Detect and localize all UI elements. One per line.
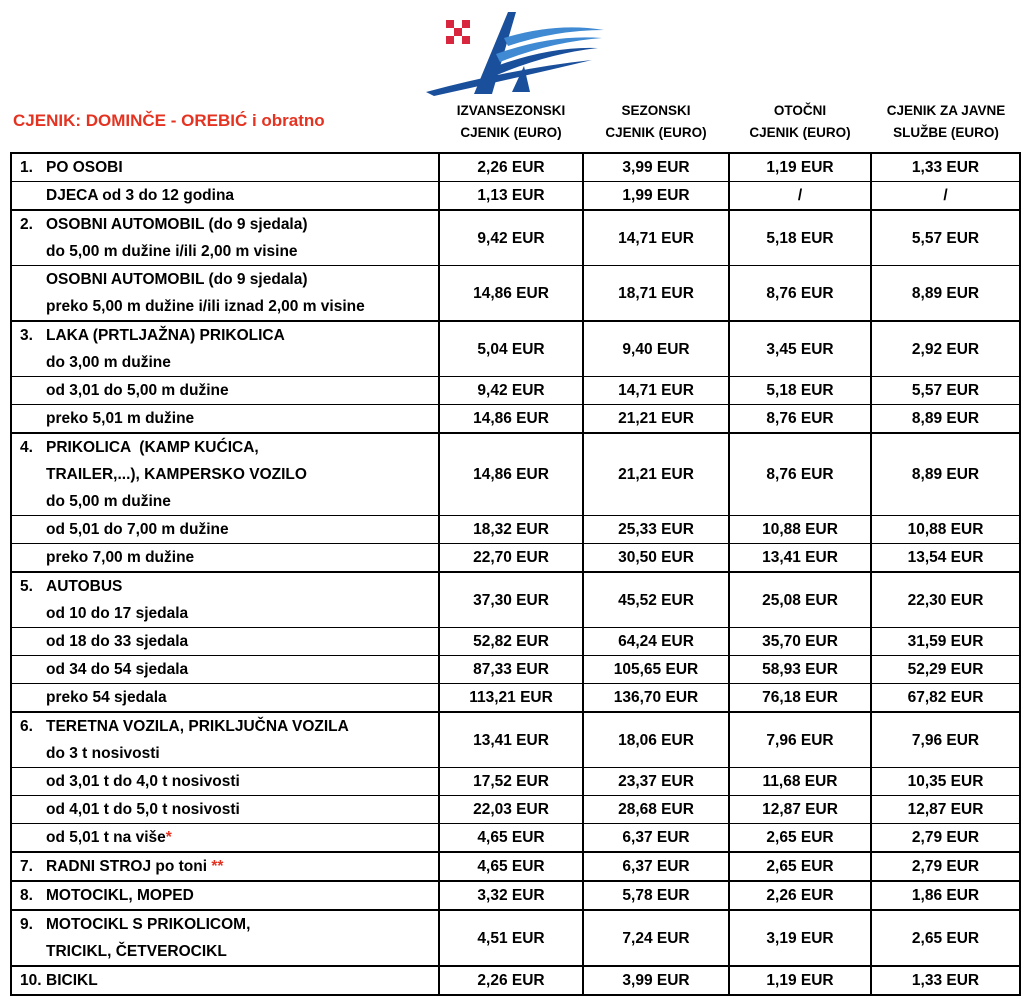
row-number bbox=[20, 824, 46, 851]
row-description bbox=[11, 321, 439, 377]
table-row bbox=[11, 182, 1020, 211]
row-description bbox=[11, 210, 439, 266]
row-label: od 18 do 33 sjedala bbox=[46, 633, 189, 650]
price-cell: 14,71 EUR bbox=[583, 210, 729, 266]
row-label: TRICIKL, ČETVEROCIKL bbox=[46, 943, 227, 960]
row-label: BICIKL bbox=[46, 972, 98, 989]
row-description bbox=[11, 433, 439, 516]
table-row bbox=[11, 544, 1020, 573]
row-label: preko 54 sjedala bbox=[46, 689, 167, 706]
row-description bbox=[11, 572, 439, 628]
row-label: do 5,00 m dužine bbox=[46, 493, 171, 510]
price-cell: 3,45 EUR bbox=[729, 321, 871, 377]
row-number bbox=[20, 377, 46, 404]
price-cell: 2,79 EUR bbox=[871, 824, 1020, 853]
price-cell: 1,19 EUR bbox=[729, 153, 871, 182]
price-cell: 17,52 EUR bbox=[439, 768, 583, 796]
row-number bbox=[20, 293, 46, 320]
price-cell: 4,65 EUR bbox=[439, 824, 583, 853]
table-row bbox=[11, 881, 1020, 910]
row-number: 5. bbox=[20, 578, 33, 595]
table-row bbox=[11, 210, 1020, 266]
row-description bbox=[11, 881, 439, 910]
row-description bbox=[11, 266, 439, 322]
price-cell: 14,86 EUR bbox=[439, 433, 583, 516]
price-cell: 1,13 EUR bbox=[439, 182, 583, 211]
row-label: LAKA (PRTLJAŽNA) PRIKOLICA bbox=[46, 327, 285, 344]
price-cell: 1,99 EUR bbox=[583, 182, 729, 211]
price-cell: 10,88 EUR bbox=[871, 516, 1020, 544]
price-cell: 4,51 EUR bbox=[439, 910, 583, 966]
price-cell: 3,99 EUR bbox=[583, 153, 729, 182]
price-cell: 2,65 EUR bbox=[729, 852, 871, 881]
row-number bbox=[20, 349, 46, 376]
row-number: 1. bbox=[20, 159, 33, 176]
price-cell: 2,26 EUR bbox=[729, 881, 871, 910]
row-label: preko 7,00 m dužine bbox=[46, 549, 195, 566]
price-cell: 5,57 EUR bbox=[871, 377, 1020, 405]
price-cell: 13,41 EUR bbox=[439, 712, 583, 768]
price-cell: 23,37 EUR bbox=[583, 768, 729, 796]
footnote-star: ** bbox=[211, 858, 224, 875]
row-label: od 4,01 t do 5,0 t nosivosti bbox=[46, 801, 240, 818]
row-number bbox=[20, 238, 46, 265]
price-cell: 22,30 EUR bbox=[871, 572, 1020, 628]
price-cell: 9,42 EUR bbox=[439, 210, 583, 266]
price-cell: 22,03 EUR bbox=[439, 796, 583, 824]
row-number: 7. bbox=[20, 858, 33, 875]
price-cell: 105,65 EUR bbox=[583, 656, 729, 684]
price-cell: 8,89 EUR bbox=[871, 266, 1020, 322]
row-description bbox=[11, 852, 439, 881]
row-label: preko 5,00 m dužine i/ili iznad 2,00 m visine bbox=[46, 298, 365, 315]
price-cell: 3,32 EUR bbox=[439, 881, 583, 910]
row-number bbox=[20, 656, 46, 683]
price-cell: 64,24 EUR bbox=[583, 628, 729, 656]
price-cell: 11,68 EUR bbox=[729, 768, 871, 796]
table-row bbox=[11, 377, 1020, 405]
row-number: 4. bbox=[20, 439, 33, 456]
price-cell: 2,26 EUR bbox=[439, 966, 583, 995]
price-cell: 1,33 EUR bbox=[871, 966, 1020, 995]
price-cell: 7,96 EUR bbox=[871, 712, 1020, 768]
row-number: 8. bbox=[20, 887, 33, 904]
price-cell: 2,79 EUR bbox=[871, 852, 1020, 881]
price-cell: 25,33 EUR bbox=[583, 516, 729, 544]
table-row bbox=[11, 516, 1020, 544]
row-number bbox=[20, 796, 46, 823]
price-cell: 21,21 EUR bbox=[583, 433, 729, 516]
row-number bbox=[20, 266, 46, 293]
column-header-off-season: IZVANSEZONSKI CJENIK (EURO) bbox=[456, 103, 566, 140]
row-label: OSOBNI AUTOMOBIL (do 9 sjedala) bbox=[46, 216, 308, 233]
row-description bbox=[11, 824, 439, 853]
row-number bbox=[20, 938, 46, 965]
price-cell: 1,19 EUR bbox=[729, 966, 871, 995]
price-cell: 13,41 EUR bbox=[729, 544, 871, 573]
price-cell: / bbox=[871, 182, 1020, 211]
row-description bbox=[11, 656, 439, 684]
row-description bbox=[11, 516, 439, 544]
price-cell: 2,65 EUR bbox=[729, 824, 871, 853]
price-cell: 14,86 EUR bbox=[439, 266, 583, 322]
price-cell: 52,82 EUR bbox=[439, 628, 583, 656]
price-cell: 58,93 EUR bbox=[729, 656, 871, 684]
row-label: od 5,01 do 7,00 m dužine bbox=[46, 521, 229, 538]
table-row bbox=[11, 572, 1020, 628]
row-number bbox=[20, 544, 46, 571]
table-row bbox=[11, 910, 1020, 966]
price-cell: 2,65 EUR bbox=[871, 910, 1020, 966]
row-number bbox=[20, 600, 46, 627]
price-cell: 2,92 EUR bbox=[871, 321, 1020, 377]
column-header-public-services: CJENIK ZA JAVNE SLUŽBE (EURO) bbox=[886, 103, 1006, 140]
row-number bbox=[20, 182, 46, 209]
price-cell: 7,96 EUR bbox=[729, 712, 871, 768]
table-row bbox=[11, 824, 1020, 853]
price-cell: 67,82 EUR bbox=[871, 684, 1020, 713]
price-cell: 37,30 EUR bbox=[439, 572, 583, 628]
row-description bbox=[11, 377, 439, 405]
table-row bbox=[11, 628, 1020, 656]
price-cell: 28,68 EUR bbox=[583, 796, 729, 824]
row-description bbox=[11, 153, 439, 182]
table-row bbox=[11, 433, 1020, 516]
row-description bbox=[11, 544, 439, 573]
price-cell: 18,32 EUR bbox=[439, 516, 583, 544]
price-cell: 21,21 EUR bbox=[583, 405, 729, 434]
row-description bbox=[11, 182, 439, 211]
table-row bbox=[11, 684, 1020, 713]
row-description bbox=[11, 910, 439, 966]
column-header-island: OTOČNI CJENIK (EURO) bbox=[749, 103, 851, 140]
row-number: 3. bbox=[20, 327, 33, 344]
row-number bbox=[20, 461, 46, 488]
row-label: od 10 do 17 sjedala bbox=[46, 605, 189, 622]
price-cell: 10,35 EUR bbox=[871, 768, 1020, 796]
row-label: do 3,00 m dužine bbox=[46, 354, 171, 371]
price-cell: 5,18 EUR bbox=[729, 377, 871, 405]
price-cell: 5,78 EUR bbox=[583, 881, 729, 910]
row-label: OSOBNI AUTOMOBIL (do 9 sjedala) bbox=[46, 271, 308, 288]
row-description bbox=[11, 684, 439, 713]
price-cell: 8,76 EUR bbox=[729, 266, 871, 322]
table-row bbox=[11, 712, 1020, 768]
table-row bbox=[11, 266, 1020, 322]
price-cell: 113,21 EUR bbox=[439, 684, 583, 713]
price-cell: 31,59 EUR bbox=[871, 628, 1020, 656]
table-row bbox=[11, 656, 1020, 684]
row-label: od 5,01 t na više bbox=[46, 829, 166, 846]
price-cell: 9,40 EUR bbox=[583, 321, 729, 377]
row-label: RADNI STROJ po toni bbox=[46, 858, 212, 875]
price-cell: 8,89 EUR bbox=[871, 405, 1020, 434]
row-number bbox=[20, 488, 46, 515]
price-table bbox=[10, 152, 1021, 996]
logo-icon bbox=[416, 8, 606, 96]
price-cell: 35,70 EUR bbox=[729, 628, 871, 656]
row-description bbox=[11, 796, 439, 824]
price-cell: 7,24 EUR bbox=[583, 910, 729, 966]
row-description bbox=[11, 712, 439, 768]
price-cell: 87,33 EUR bbox=[439, 656, 583, 684]
price-cell: 1,33 EUR bbox=[871, 153, 1020, 182]
page-title: CJENIK: DOMINČE - OREBIĆ i obratno bbox=[13, 111, 325, 130]
price-cell: 4,65 EUR bbox=[439, 852, 583, 881]
price-cell: 30,50 EUR bbox=[583, 544, 729, 573]
price-cell: 76,18 EUR bbox=[729, 684, 871, 713]
row-number bbox=[20, 768, 46, 795]
price-cell: 8,76 EUR bbox=[729, 405, 871, 434]
row-number bbox=[20, 740, 46, 767]
price-cell: 52,29 EUR bbox=[871, 656, 1020, 684]
row-number bbox=[20, 405, 46, 432]
row-number: 2. bbox=[20, 216, 33, 233]
table-row bbox=[11, 153, 1020, 182]
price-cell: 45,52 EUR bbox=[583, 572, 729, 628]
price-cell: / bbox=[729, 182, 871, 211]
price-cell: 8,76 EUR bbox=[729, 433, 871, 516]
price-cell: 136,70 EUR bbox=[583, 684, 729, 713]
price-cell: 3,99 EUR bbox=[583, 966, 729, 995]
price-cell: 5,04 EUR bbox=[439, 321, 583, 377]
row-label: do 5,00 m dužine i/ili 2,00 m visine bbox=[46, 243, 298, 260]
row-number: 9. bbox=[20, 916, 33, 933]
price-cell: 12,87 EUR bbox=[729, 796, 871, 824]
row-number bbox=[20, 684, 46, 711]
price-cell: 6,37 EUR bbox=[583, 824, 729, 853]
row-label: DJECA od 3 do 12 godina bbox=[46, 187, 235, 204]
table-row bbox=[11, 768, 1020, 796]
row-number bbox=[20, 516, 46, 543]
price-cell: 1,86 EUR bbox=[871, 881, 1020, 910]
table-row bbox=[11, 321, 1020, 377]
row-label: AUTOBUS bbox=[46, 578, 123, 595]
row-number: 6. bbox=[20, 718, 33, 735]
row-label: TRAILER,...), KAMPERSKO VOZILO bbox=[46, 466, 307, 483]
price-cell: 5,57 EUR bbox=[871, 210, 1020, 266]
row-label: PO OSOBI bbox=[46, 159, 123, 176]
row-label: do 3 t nosivosti bbox=[46, 745, 160, 762]
table-row bbox=[11, 852, 1020, 881]
row-description bbox=[11, 768, 439, 796]
column-header-seasonal: SEZONSKI CJENIK (EURO) bbox=[605, 103, 707, 140]
row-label: MOTOCIKL S PRIKOLICOM, bbox=[46, 916, 251, 933]
price-cell: 10,88 EUR bbox=[729, 516, 871, 544]
price-cell: 9,42 EUR bbox=[439, 377, 583, 405]
price-cell: 12,87 EUR bbox=[871, 796, 1020, 824]
table-row bbox=[11, 966, 1020, 995]
price-cell: 14,86 EUR bbox=[439, 405, 583, 434]
row-label: preko 5,01 m dužine bbox=[46, 410, 195, 427]
price-cell: 25,08 EUR bbox=[729, 572, 871, 628]
price-cell: 18,06 EUR bbox=[583, 712, 729, 768]
price-cell: 14,71 EUR bbox=[583, 377, 729, 405]
row-label: MOTOCIKL, MOPED bbox=[46, 887, 194, 904]
row-label: PRIKOLICA (KAMP KUĆICA, bbox=[46, 439, 259, 456]
price-cell: 13,54 EUR bbox=[871, 544, 1020, 573]
price-cell: 3,19 EUR bbox=[729, 910, 871, 966]
table-row bbox=[11, 796, 1020, 824]
price-cell: 6,37 EUR bbox=[583, 852, 729, 881]
price-cell: 22,70 EUR bbox=[439, 544, 583, 573]
row-description bbox=[11, 628, 439, 656]
price-cell: 18,71 EUR bbox=[583, 266, 729, 322]
row-label: TERETNA VOZILA, PRIKLJUČNA VOZILA bbox=[46, 718, 349, 735]
row-number bbox=[20, 628, 46, 655]
price-cell: 2,26 EUR bbox=[439, 153, 583, 182]
footnote-star: * bbox=[165, 829, 172, 846]
row-description bbox=[11, 966, 439, 995]
row-label: od 3,01 t do 4,0 t nosivosti bbox=[46, 773, 240, 790]
row-label: od 3,01 do 5,00 m dužine bbox=[46, 382, 229, 399]
price-cell: 5,18 EUR bbox=[729, 210, 871, 266]
row-description bbox=[11, 405, 439, 434]
table-row bbox=[11, 405, 1020, 434]
price-cell: 8,89 EUR bbox=[871, 433, 1020, 516]
row-number: 10. bbox=[20, 972, 42, 989]
row-label: od 34 do 54 sjedala bbox=[46, 661, 189, 678]
